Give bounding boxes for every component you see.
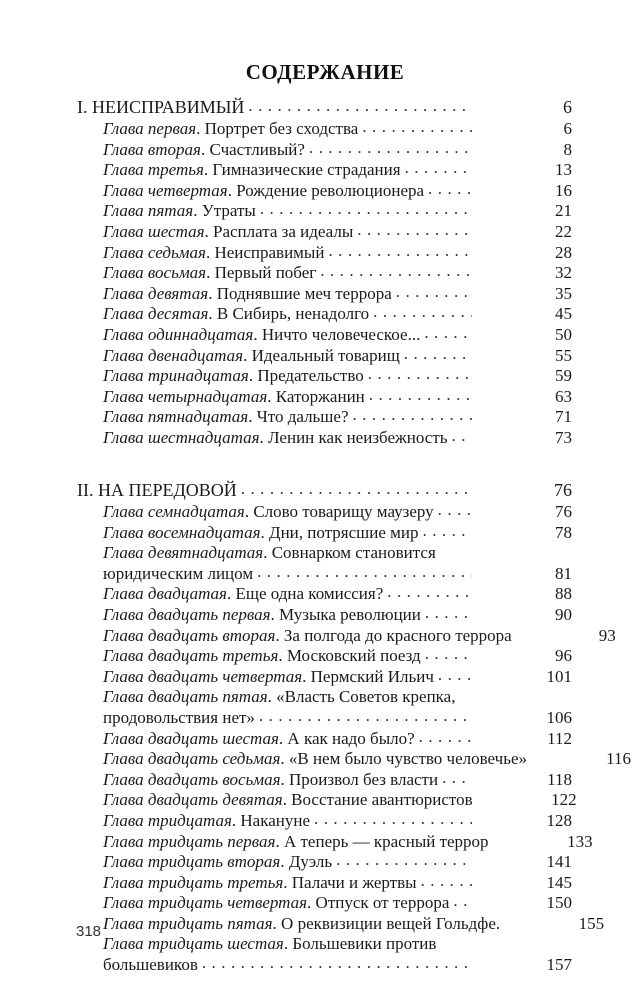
chapter-page-number: 150 xyxy=(546,893,572,913)
chapter-page-number: 71 xyxy=(555,407,572,427)
chapter-label: Глава пятнадцатая xyxy=(103,407,249,427)
chapter-page-number: 133 xyxy=(567,831,593,851)
toc-chapter-entry[interactable] xyxy=(77,646,572,667)
chapter-label: Глава двадцать седьмая xyxy=(103,749,281,769)
separator: . xyxy=(244,502,254,521)
chapter-page-number: 73 xyxy=(555,427,572,447)
chapter-title: Ничто человеческое... xyxy=(261,324,421,344)
chapter-label: Глава двадцать шестая xyxy=(103,728,279,748)
separator: . xyxy=(204,221,213,241)
chapter-page-number: 96 xyxy=(555,646,572,666)
chapter-text xyxy=(77,893,449,914)
chapter-label: Глава двадцать вторая xyxy=(103,625,276,645)
toc-chapter-entry[interactable] xyxy=(77,284,572,305)
chapter-label: Глава тридцать третья xyxy=(103,872,284,892)
chapter-text xyxy=(77,428,448,449)
chapter-label: Глава двадцатая xyxy=(103,584,227,604)
chapter-label: Глава девятая xyxy=(103,283,209,303)
chapter-title: Первый побег xyxy=(214,263,317,283)
chapter-text xyxy=(77,407,348,428)
chapter-text xyxy=(77,304,369,325)
dot-leader xyxy=(452,429,473,443)
chapter-page-number: 116 xyxy=(606,749,632,769)
separator: . xyxy=(227,180,237,200)
chapter-title: Дни, потрясшие мир xyxy=(268,522,419,542)
dot-leader xyxy=(368,367,472,381)
dot-leader xyxy=(259,709,472,723)
chapter-title: Гимназические страдания xyxy=(212,160,401,180)
separator: . xyxy=(278,728,288,748)
chapter-text xyxy=(77,852,332,873)
chapter-title: Что дальше? xyxy=(256,407,349,427)
chapter-label: Глава восемнадцатая xyxy=(103,522,261,542)
toc-chapter-entry[interactable] xyxy=(77,523,572,544)
chapter-label: Глава двадцать третья xyxy=(103,646,279,666)
separator: . xyxy=(302,666,311,686)
toc-chapter-entry[interactable] xyxy=(77,749,632,770)
chapter-text xyxy=(77,502,434,523)
chapter-text xyxy=(77,646,421,667)
chapter-title: А как надо было? xyxy=(287,728,415,748)
chapter-page-number: 32 xyxy=(555,263,572,283)
page-title: СОДЕРЖАНИЕ xyxy=(245,60,405,84)
toc-section-1 xyxy=(77,97,572,449)
chapter-title: «Власть Советов крепка, xyxy=(276,687,456,707)
page-number: 318 xyxy=(76,923,102,940)
chapter-page-number: 90 xyxy=(555,604,572,624)
chapter-title: Рождение революционера xyxy=(236,180,425,200)
chapter-label: Глава тридцать вторая xyxy=(103,852,281,872)
toc-chapter-entry[interactable] xyxy=(77,934,572,955)
toc-chapter-entry[interactable] xyxy=(77,584,572,605)
chapter-page-number: 112 xyxy=(547,728,572,748)
chapter-title-continuation: большевиков xyxy=(103,955,198,975)
chapter-text xyxy=(77,243,324,264)
chapter-label: Глава двадцать восьмая xyxy=(103,769,281,789)
separator: . xyxy=(280,852,289,872)
dot-leader xyxy=(328,244,472,258)
chapter-label: Глава семнадцатая xyxy=(103,502,245,521)
dot-leader xyxy=(369,388,472,402)
dot-leader xyxy=(257,565,472,579)
chapter-title: Произвол без власти xyxy=(289,769,439,789)
dot-leader xyxy=(421,874,472,888)
chapter-label: Глава десятая xyxy=(103,304,209,324)
dot-leader xyxy=(425,606,472,620)
chapter-page-number: 106 xyxy=(546,707,572,727)
chapter-label: Глава шестнадцатая xyxy=(103,427,260,447)
separator: . xyxy=(226,584,236,604)
toc-section-2 xyxy=(77,480,632,976)
chapter-text xyxy=(77,790,473,811)
chapter-label: Глава четырнадцатая xyxy=(103,386,268,406)
chapter-title: О реквизиции вещей Гольдфе. xyxy=(281,913,501,933)
dot-leader xyxy=(202,956,472,970)
toc-chapter-entry[interactable] xyxy=(77,304,572,325)
chapter-label: Глава вторая xyxy=(103,139,201,159)
chapter-text xyxy=(77,201,256,222)
toc-chapter-entry[interactable] xyxy=(77,201,572,222)
dot-leader xyxy=(336,853,472,867)
chapter-page-number: 128 xyxy=(546,810,572,830)
chapter-page-number: 141 xyxy=(546,852,572,872)
chapter-label: Глава двенадцатая xyxy=(103,345,244,365)
chapter-page-number: 88 xyxy=(555,584,572,604)
toc-chapter-entry[interactable] xyxy=(77,543,572,564)
toc-chapter-entry[interactable] xyxy=(77,873,572,894)
chapter-page-number: 101 xyxy=(546,666,572,686)
chapter-text xyxy=(77,873,417,894)
toc-chapter-entry[interactable] xyxy=(77,222,572,243)
chapter-text xyxy=(77,749,527,770)
chapter-title: Большевики против xyxy=(292,934,437,954)
dot-leader xyxy=(320,264,472,278)
toc-chapter-entry[interactable] xyxy=(77,893,572,914)
chapter-page-number: 55 xyxy=(555,345,572,365)
chapter-label: Глава тридцать пятая xyxy=(103,913,273,933)
section-page-number: 76 xyxy=(554,480,572,500)
dot-leader xyxy=(423,524,473,538)
separator: . xyxy=(267,386,276,406)
separator: . xyxy=(307,893,316,913)
chapter-text xyxy=(77,140,305,161)
chapter-page-number: 63 xyxy=(555,386,572,406)
separator: . xyxy=(208,304,217,324)
dot-leader xyxy=(419,730,472,744)
chapter-label: Глава тринадцатая xyxy=(103,366,249,386)
dot-leader xyxy=(453,894,472,908)
chapter-title: А теперь — красный террор xyxy=(283,831,489,851)
separator: . xyxy=(259,427,269,447)
section-page-number: 6 xyxy=(563,97,572,117)
chapter-title-continuation: продовольствия нет» xyxy=(103,707,255,727)
chapter-title: Совнарком становится xyxy=(271,543,436,563)
toc-chapter-entry[interactable] xyxy=(77,346,572,367)
chapter-page-number: 76 xyxy=(555,502,572,521)
chapter-page-number: 93 xyxy=(598,625,616,645)
toc-chapter-entry[interactable] xyxy=(77,790,577,811)
separator: . xyxy=(260,522,269,542)
chapter-text xyxy=(77,325,420,346)
chapter-label: Глава шестая xyxy=(103,221,205,241)
dot-leader xyxy=(309,141,472,155)
toc-chapter-entry[interactable] xyxy=(77,263,572,284)
dot-leader xyxy=(357,223,472,237)
chapter-title: Поднявшие меч террора xyxy=(216,283,392,303)
chapter-page-number: 6 xyxy=(563,119,572,138)
chapter-title: Ленин как неизбежность xyxy=(268,427,448,447)
dot-leader xyxy=(248,99,472,113)
section-heading-text: I. НЕИСПРАВИМЫЙ xyxy=(77,97,245,117)
chapter-title: Отпуск от террора xyxy=(315,893,450,913)
chapter-title: Предательство xyxy=(257,366,364,386)
section-heading-text: II. НА ПЕРЕДОВОЙ xyxy=(77,480,237,500)
chapter-text xyxy=(77,263,316,284)
chapter-page-number: 13 xyxy=(555,160,572,180)
toc-section-heading[interactable] xyxy=(77,97,572,119)
separator: . xyxy=(278,646,287,666)
chapter-text xyxy=(77,770,438,791)
chapter-title: Неисправимый xyxy=(214,242,325,262)
separator: . xyxy=(248,407,257,427)
separator: . xyxy=(248,366,258,386)
chapter-title: Накануне xyxy=(240,810,310,830)
toc-chapter-entry[interactable] xyxy=(77,831,593,853)
dot-leader xyxy=(428,182,472,196)
chapter-title: Утраты xyxy=(201,201,256,221)
separator: . xyxy=(270,604,280,624)
dot-leader xyxy=(373,305,472,319)
dot-leader xyxy=(438,668,472,682)
dot-leader xyxy=(352,408,472,422)
chapter-label: Глава четвертая xyxy=(103,180,228,200)
chapter-text xyxy=(77,284,392,305)
toc-chapter-continuation[interactable] xyxy=(77,955,572,976)
separator: . xyxy=(283,872,292,892)
chapter-title: Еще одна комиссия? xyxy=(235,584,384,604)
chapter-title: Московский поезд xyxy=(286,646,421,666)
chapter-text xyxy=(77,914,500,935)
chapter-label: Глава тридцать первая xyxy=(103,831,276,851)
chapter-text xyxy=(77,366,364,387)
chapter-page-number: 35 xyxy=(555,283,572,303)
chapter-page-number: 122 xyxy=(551,790,577,810)
dot-leader xyxy=(260,202,472,216)
chapter-text xyxy=(77,119,358,140)
dot-leader xyxy=(362,120,472,134)
toc-chapter-continuation[interactable] xyxy=(77,564,572,585)
separator: . xyxy=(193,201,202,221)
chapter-text xyxy=(77,222,353,243)
chapter-page-number: 118 xyxy=(547,769,572,789)
separator: . xyxy=(280,769,290,789)
dot-leader xyxy=(314,812,472,826)
chapter-page-number: 157 xyxy=(546,955,572,975)
chapter-label: Глава пятая xyxy=(103,201,194,221)
chapter-text xyxy=(77,346,400,367)
toc-chapter-entry[interactable] xyxy=(77,770,572,791)
toc-chapter-continuation[interactable] xyxy=(77,708,572,729)
chapter-page-number: 22 xyxy=(555,221,572,241)
chapter-label: Глава тридцать шестая xyxy=(103,934,284,954)
chapter-text xyxy=(77,387,365,408)
toc-chapter-entry[interactable] xyxy=(77,140,572,161)
chapter-label: Глава двадцать пятая xyxy=(103,687,268,707)
toc-chapter-entry[interactable] xyxy=(77,243,572,264)
separator: . xyxy=(283,934,293,954)
chapter-text xyxy=(77,832,489,853)
chapter-label: Глава одиннадцатая xyxy=(103,324,254,344)
chapter-text xyxy=(77,584,383,605)
chapter-label: Глава третья xyxy=(103,160,204,180)
chapter-page-number: 8 xyxy=(563,139,572,159)
chapter-label: Глава седьмая xyxy=(103,242,206,262)
separator: . xyxy=(282,790,292,810)
chapter-label: Глава тридцатая xyxy=(103,810,232,830)
chapter-title: Идеальный товарищ xyxy=(251,345,400,365)
dot-leader xyxy=(424,326,472,340)
separator: . xyxy=(275,625,284,645)
chapter-label: Глава девятнадцатая xyxy=(103,543,264,563)
toc-chapter-entry[interactable] xyxy=(77,729,572,750)
separator: . xyxy=(231,810,241,830)
chapter-text xyxy=(77,543,436,564)
chapter-page-number: 45 xyxy=(555,304,572,324)
chapter-title: За полгода до красного террора xyxy=(283,625,512,645)
chapter-text xyxy=(77,626,512,647)
dot-leader xyxy=(438,503,472,517)
toc-chapter-entry[interactable] xyxy=(77,325,572,346)
separator: . xyxy=(272,913,282,933)
chapter-text xyxy=(77,181,424,202)
separator: . xyxy=(253,324,262,344)
chapter-title: В Сибирь, ненадолго xyxy=(216,304,370,324)
dot-leader xyxy=(241,482,472,496)
toc-chapter-entry[interactable] xyxy=(77,913,605,935)
chapter-title: Портрет без сходства xyxy=(204,119,359,138)
chapter-title: Палачи и жертвы xyxy=(291,872,417,892)
dot-leader xyxy=(405,161,472,175)
separator: . xyxy=(200,139,210,159)
chapter-title: Расплата за идеалы xyxy=(213,221,354,241)
separator: . xyxy=(206,263,215,283)
separator: . xyxy=(243,345,252,365)
chapter-label: Глава двадцать девятая xyxy=(103,790,283,810)
separator: . xyxy=(275,831,284,851)
toc-chapter-entry[interactable] xyxy=(77,852,572,873)
toc-chapter-entry[interactable] xyxy=(77,119,572,140)
chapter-text xyxy=(77,667,434,688)
chapter-text xyxy=(77,934,436,955)
chapter-text xyxy=(77,523,419,544)
separator: . xyxy=(263,543,272,563)
toc-chapter-entry[interactable] xyxy=(77,605,572,626)
chapter-title: Музыка революции xyxy=(279,604,421,624)
chapter-page-number: 145 xyxy=(546,872,572,892)
toc-chapter-entry[interactable] xyxy=(77,811,572,832)
toc-chapter-entry[interactable] xyxy=(77,687,572,708)
chapter-page-number: 21 xyxy=(555,201,572,221)
toc-chapter-entry[interactable] xyxy=(77,428,572,449)
toc-chapter-entry[interactable] xyxy=(77,181,572,202)
toc-chapter-entry[interactable] xyxy=(77,667,572,688)
chapter-page-number: 50 xyxy=(555,324,572,344)
chapter-page-number: 78 xyxy=(555,522,572,542)
toc-chapter-entry[interactable] xyxy=(77,625,616,647)
chapter-text xyxy=(77,729,415,750)
chapter-title: Слово товарищу маузеру xyxy=(253,502,434,521)
chapter-title: Восстание авантюристов xyxy=(291,790,473,810)
chapter-label: Глава восьмая xyxy=(103,263,207,283)
chapter-page-number: 81 xyxy=(555,563,572,583)
toc-chapter-entry[interactable] xyxy=(77,387,572,408)
toc-chapter-entry[interactable] xyxy=(77,407,572,428)
chapter-label: Глава тридцать четвертая xyxy=(103,893,308,913)
toc-chapter-entry[interactable] xyxy=(77,160,572,181)
chapter-page-number: 16 xyxy=(555,180,572,200)
chapter-title: Счастливый? xyxy=(209,139,305,159)
separator: . xyxy=(208,283,217,303)
dot-leader xyxy=(442,771,472,785)
chapter-title: Дуэль xyxy=(288,852,333,872)
chapter-title: Каторжанин xyxy=(275,386,365,406)
dot-leader xyxy=(404,347,472,361)
separator: . xyxy=(205,242,215,262)
separator: . xyxy=(267,687,277,707)
chapter-page-number: 155 xyxy=(578,913,605,933)
chapter-title: Пермский Ильич xyxy=(310,666,434,686)
dot-leader xyxy=(387,585,472,599)
chapter-label: Глава двадцать первая xyxy=(103,604,271,624)
toc-section-heading[interactable] xyxy=(77,480,572,502)
dot-leader xyxy=(396,285,472,299)
separator: . xyxy=(196,119,205,138)
separator: . xyxy=(280,749,289,769)
chapter-text xyxy=(77,687,455,708)
toc-chapter-entry[interactable] xyxy=(77,366,572,387)
chapter-page-number: 59 xyxy=(555,366,572,386)
separator: . xyxy=(203,160,213,180)
chapter-title-continuation: юридическим лицом xyxy=(103,563,254,583)
chapter-title: «В нем было чувство человечье» xyxy=(288,749,528,769)
chapter-label: Глава двадцать четвертая xyxy=(103,666,303,686)
chapter-page-number: 28 xyxy=(555,242,572,262)
toc-chapter-entry[interactable] xyxy=(77,502,572,523)
chapter-label: Глава первая xyxy=(103,119,197,138)
chapter-text xyxy=(77,160,401,181)
chapter-text xyxy=(77,811,310,832)
chapter-text xyxy=(77,605,421,626)
dot-leader xyxy=(425,647,472,661)
